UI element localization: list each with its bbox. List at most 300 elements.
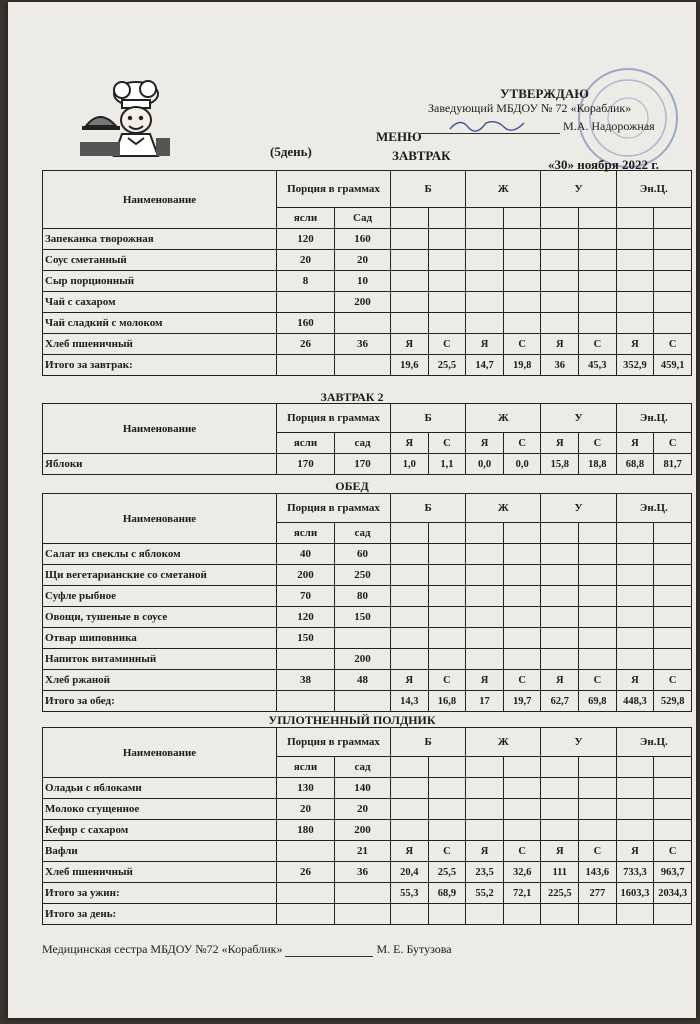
portion-sad-cell: 160 xyxy=(335,229,391,250)
col-sad-header: сад xyxy=(335,523,391,544)
letter-cell: С xyxy=(654,433,692,454)
portion-yasli-cell xyxy=(277,355,335,376)
nutrition-value-cell xyxy=(616,229,654,250)
portion-yasli-cell: 160 xyxy=(277,313,335,334)
dish-name-cell: Напиток витаминный xyxy=(43,649,277,670)
nutrition-value-cell: 529,8 xyxy=(654,691,692,712)
dish-name-cell: Хлеб пшеничный xyxy=(43,334,277,355)
nutrition-value-cell: Я xyxy=(466,334,504,355)
nutrition-value-cell xyxy=(541,649,579,670)
portion-sad-cell: 140 xyxy=(335,778,391,799)
nutrition-value-cell xyxy=(466,586,504,607)
dish-name-cell: Итого за день: xyxy=(43,904,277,925)
nutrition-value-cell: С xyxy=(654,670,692,691)
nutrition-value-cell xyxy=(503,628,541,649)
menu-date: «30» ноября 2022 г. xyxy=(548,157,659,172)
section-title-breakfast2: ЗАВТРАК 2 xyxy=(320,390,384,404)
nutrition-value-cell xyxy=(579,586,617,607)
menu-sheet xyxy=(8,2,696,1018)
nutrition-value-cell xyxy=(428,565,466,586)
nutrition-value-cell: 19,8 xyxy=(503,355,541,376)
col-portion-header: Порция в граммах xyxy=(277,494,391,523)
dish-name-cell: Отвар шиповника xyxy=(43,628,277,649)
nutrition-value-cell xyxy=(391,565,429,586)
approve-signature xyxy=(420,119,560,134)
nutrition-value-cell: С xyxy=(579,670,617,691)
portion-yasli-cell: 70 xyxy=(277,586,335,607)
dish-name-cell: Овощи, тушеные в соусе xyxy=(43,607,277,628)
table-row xyxy=(43,607,692,628)
nutrition-value-cell: Я xyxy=(616,670,654,691)
table-header-row xyxy=(43,728,692,757)
nutrition-value-cell: Я xyxy=(541,841,579,862)
approve-signature-line xyxy=(420,119,655,134)
nutrition-value-cell xyxy=(391,313,429,334)
portion-yasli-cell: 26 xyxy=(277,862,335,883)
nutrition-value-cell xyxy=(391,250,429,271)
table-row xyxy=(43,586,692,607)
col-u-header: У xyxy=(541,728,616,757)
col-u-header: У xyxy=(541,494,616,523)
dish-name-cell: Итого за ужин: xyxy=(43,883,277,904)
dish-name-cell: Итого за завтрак: xyxy=(43,355,277,376)
col-en-header: Эн.Ц. xyxy=(616,404,691,433)
portion-yasli-cell: 130 xyxy=(277,778,335,799)
approve-position: Заведующий МБДОУ № 72 «Кораблик» xyxy=(428,101,632,115)
col-name-header: Наименование xyxy=(43,494,277,544)
letter-cell: Я xyxy=(616,433,654,454)
nutrition-value-cell: 69,8 xyxy=(579,691,617,712)
nutrition-value-cell: 20,4 xyxy=(391,862,429,883)
day-label: (5день) xyxy=(270,144,312,159)
col-b-header: Б xyxy=(391,171,466,208)
portion-yasli-cell xyxy=(277,841,335,862)
nutrition-value-cell: 459,1 xyxy=(654,355,692,376)
nutrition-value-cell xyxy=(503,271,541,292)
nutrition-value-cell xyxy=(654,649,692,670)
table-row xyxy=(43,778,692,799)
nutrition-value-cell xyxy=(428,271,466,292)
nutrition-value-cell: С xyxy=(654,334,692,355)
nutrition-value-cell: 55,3 xyxy=(391,883,429,904)
nutrition-value-cell xyxy=(541,292,579,313)
nutrition-value-cell: Я xyxy=(391,841,429,862)
portion-sad-cell: 36 xyxy=(335,334,391,355)
nutrition-value-cell xyxy=(428,229,466,250)
table-row xyxy=(43,355,692,376)
col-b-header: Б xyxy=(391,728,466,757)
nutrition-value-cell xyxy=(541,586,579,607)
portion-sad-cell: 20 xyxy=(335,250,391,271)
dish-name-cell: Соус сметанный xyxy=(43,250,277,271)
portion-sad-cell: 21 xyxy=(335,841,391,862)
portion-yasli-cell xyxy=(277,883,335,904)
nutrition-value-cell xyxy=(654,271,692,292)
table-row xyxy=(43,799,692,820)
portion-sad-cell: 170 xyxy=(335,454,391,475)
table-row xyxy=(43,271,692,292)
nutrition-value-cell xyxy=(579,649,617,670)
nutrition-value-cell: 2034,3 xyxy=(654,883,692,904)
nutrition-value-cell xyxy=(541,628,579,649)
portion-sad-cell: 150 xyxy=(335,607,391,628)
portion-sad-cell: 48 xyxy=(335,670,391,691)
table-row xyxy=(43,691,692,712)
portion-sad-cell: 250 xyxy=(335,565,391,586)
signature-icon xyxy=(420,117,560,133)
nutrition-value-cell xyxy=(654,628,692,649)
nutrition-value-cell: 15,8 xyxy=(541,454,579,475)
nutrition-value-cell xyxy=(616,250,654,271)
table-row xyxy=(43,565,692,586)
nutrition-value-cell xyxy=(503,565,541,586)
nutrition-value-cell xyxy=(616,544,654,565)
table-row xyxy=(43,883,692,904)
nutrition-value-cell xyxy=(428,544,466,565)
nutrition-value-cell xyxy=(654,799,692,820)
table-row xyxy=(43,649,692,670)
nutrition-value-cell: Я xyxy=(391,334,429,355)
nutrition-value-cell xyxy=(654,292,692,313)
nutrition-value-cell: 1603,3 xyxy=(616,883,654,904)
nutrition-value-cell: 17 xyxy=(466,691,504,712)
nutrition-value-cell: 62,7 xyxy=(541,691,579,712)
breakfast-table xyxy=(42,170,692,376)
nutrition-value-cell: Я xyxy=(616,334,654,355)
menu-heading: МЕНЮ xyxy=(376,129,422,144)
nutrition-value-cell xyxy=(428,649,466,670)
letter-cell: С xyxy=(428,433,466,454)
nutrition-value-cell xyxy=(466,607,504,628)
nutrition-value-cell: С xyxy=(428,670,466,691)
nutrition-value-cell xyxy=(428,778,466,799)
nutrition-value-cell: 1,0 xyxy=(391,454,429,475)
nutrition-value-cell: 16,8 xyxy=(428,691,466,712)
nutrition-value-cell: С xyxy=(503,670,541,691)
nutrition-value-cell xyxy=(579,544,617,565)
nurse-name: М. Е. Бутузова xyxy=(376,942,452,956)
nutrition-value-cell xyxy=(503,250,541,271)
dish-name-cell: Сыр порционный xyxy=(43,271,277,292)
nutrition-value-cell: 225,5 xyxy=(541,883,579,904)
nutrition-value-cell xyxy=(541,313,579,334)
lunch-table xyxy=(42,493,692,712)
portion-yasli-cell: 38 xyxy=(277,670,335,691)
col-en-header: Эн.Ц. xyxy=(616,728,691,757)
nutrition-value-cell xyxy=(541,799,579,820)
nutrition-value-cell xyxy=(503,904,541,925)
nutrition-value-cell xyxy=(503,586,541,607)
portion-yasli-cell: 26 xyxy=(277,334,335,355)
nutrition-value-cell: 448,3 xyxy=(616,691,654,712)
col-en-header: Эн.Ц. xyxy=(616,171,691,208)
table-header-row xyxy=(43,171,692,208)
nutrition-value-cell: С xyxy=(428,334,466,355)
nutrition-value-cell: 0,0 xyxy=(503,454,541,475)
nutrition-value-cell: С xyxy=(579,841,617,862)
nutrition-value-cell xyxy=(428,607,466,628)
nutrition-value-cell: 19,7 xyxy=(503,691,541,712)
nutrition-value-cell xyxy=(654,778,692,799)
nutrition-value-cell xyxy=(654,544,692,565)
col-zh-header: Ж xyxy=(466,171,541,208)
nutrition-value-cell: 25,5 xyxy=(428,355,466,376)
portion-yasli-cell: 170 xyxy=(277,454,335,475)
nutrition-value-cell xyxy=(428,250,466,271)
nutrition-value-cell xyxy=(541,544,579,565)
col-portion-header: Порция в граммах xyxy=(277,728,391,757)
nutrition-value-cell: 68,8 xyxy=(616,454,654,475)
nutrition-value-cell xyxy=(654,250,692,271)
col-portion-header: Порция в граммах xyxy=(277,404,391,433)
nutrition-value-cell xyxy=(579,250,617,271)
nutrition-value-cell xyxy=(579,313,617,334)
letter-cell: С xyxy=(579,433,617,454)
dish-name-cell: Чай сладкий с молоком xyxy=(43,313,277,334)
portion-sad-cell: 36 xyxy=(335,862,391,883)
nutrition-value-cell xyxy=(654,607,692,628)
portion-sad-cell: 10 xyxy=(335,271,391,292)
nutrition-value-cell xyxy=(391,544,429,565)
col-yasli-header: ясли xyxy=(277,757,335,778)
nutrition-value-cell: 0,0 xyxy=(466,454,504,475)
nutrition-value-cell xyxy=(428,820,466,841)
nutrition-value-cell xyxy=(503,544,541,565)
portion-yasli-cell xyxy=(277,649,335,670)
dish-name-cell: Суфле рыбное xyxy=(43,586,277,607)
nutrition-value-cell: Я xyxy=(466,841,504,862)
nutrition-value-cell: С xyxy=(503,841,541,862)
portion-yasli-cell: 120 xyxy=(277,229,335,250)
letter-cell: Я xyxy=(391,433,429,454)
portion-sad-cell xyxy=(335,628,391,649)
nutrition-value-cell xyxy=(391,607,429,628)
nutrition-value-cell xyxy=(391,649,429,670)
nutrition-value-cell xyxy=(579,565,617,586)
col-en-header: Эн.Ц. xyxy=(616,494,691,523)
nutrition-value-cell xyxy=(616,313,654,334)
dish-name-cell: Хлеб пшеничный xyxy=(43,862,277,883)
nutrition-value-cell xyxy=(541,565,579,586)
nutrition-value-cell xyxy=(503,799,541,820)
nutrition-value-cell xyxy=(654,820,692,841)
approve-name: М.А. Надорожная xyxy=(563,119,655,133)
nutrition-value-cell xyxy=(428,628,466,649)
nutrition-value-cell: 143,6 xyxy=(579,862,617,883)
nutrition-value-cell xyxy=(579,292,617,313)
official-stamp-icon xyxy=(576,66,680,170)
nutrition-value-cell xyxy=(391,799,429,820)
col-sad-header: сад xyxy=(335,757,391,778)
nutrition-value-cell: Я xyxy=(541,334,579,355)
nutrition-value-cell: Я xyxy=(466,670,504,691)
col-portion-header: Порция в граммах xyxy=(277,171,391,208)
nutrition-value-cell xyxy=(616,778,654,799)
nutrition-value-cell xyxy=(466,271,504,292)
nutrition-value-cell xyxy=(616,292,654,313)
nurse-position: Медицинская сестра МБДОУ №72 «Кораблик» xyxy=(42,942,283,956)
snack-table xyxy=(42,727,692,925)
nutrition-value-cell xyxy=(466,229,504,250)
nutrition-value-cell xyxy=(466,628,504,649)
table-row xyxy=(43,841,692,862)
portion-sad-cell xyxy=(335,904,391,925)
nutrition-value-cell xyxy=(616,607,654,628)
nutrition-value-cell: 55,2 xyxy=(466,883,504,904)
portion-sad-cell: 20 xyxy=(335,799,391,820)
table-row xyxy=(43,670,692,691)
nurse-signature-line xyxy=(285,942,373,957)
col-yasli-header: ясли xyxy=(277,208,335,229)
col-sad-header: Сад xyxy=(335,208,391,229)
nutrition-value-cell xyxy=(466,904,504,925)
nutrition-value-cell xyxy=(616,586,654,607)
portion-yasli-cell xyxy=(277,292,335,313)
dish-name-cell: Салат из свеклы с яблоком xyxy=(43,544,277,565)
table-row xyxy=(43,313,692,334)
nutrition-value-cell xyxy=(541,271,579,292)
table-row xyxy=(43,862,692,883)
nutrition-value-cell: С xyxy=(654,841,692,862)
nutrition-value-cell xyxy=(391,229,429,250)
nutrition-value-cell xyxy=(579,628,617,649)
nutrition-value-cell: Я xyxy=(391,670,429,691)
nutrition-value-cell xyxy=(466,313,504,334)
nutrition-value-cell xyxy=(579,904,617,925)
portion-sad-cell: 200 xyxy=(335,292,391,313)
nutrition-value-cell xyxy=(616,271,654,292)
nutrition-value-cell: 1,1 xyxy=(428,454,466,475)
col-b-header: Б xyxy=(391,494,466,523)
nutrition-value-cell xyxy=(503,292,541,313)
nutrition-value-cell xyxy=(466,820,504,841)
col-yasli-header: ясли xyxy=(277,433,335,454)
nutrition-value-cell xyxy=(541,904,579,925)
portion-sad-cell xyxy=(335,691,391,712)
portion-sad-cell xyxy=(335,313,391,334)
nutrition-value-cell xyxy=(428,904,466,925)
portion-sad-cell: 200 xyxy=(335,649,391,670)
dish-name-cell: Яблоки xyxy=(43,454,277,475)
nutrition-value-cell xyxy=(503,778,541,799)
dish-name-cell: Итого за обед: xyxy=(43,691,277,712)
nutrition-value-cell xyxy=(541,778,579,799)
table-row xyxy=(43,229,692,250)
nutrition-value-cell xyxy=(503,649,541,670)
portion-yasli-cell xyxy=(277,691,335,712)
col-name-header: Наименование xyxy=(43,404,277,454)
nutrition-value-cell: 72,1 xyxy=(503,883,541,904)
nutrition-value-cell xyxy=(466,292,504,313)
portion-yasli-cell: 20 xyxy=(277,799,335,820)
dish-name-cell: Щи вегетарианские со сметаной xyxy=(43,565,277,586)
footer-signature xyxy=(42,942,452,957)
nutrition-value-cell xyxy=(391,904,429,925)
dish-name-cell: Кефир с сахаром xyxy=(43,820,277,841)
section-title-snack: УПЛОТНЕННЫЙ ПОЛДНИК xyxy=(268,713,436,727)
nutrition-value-cell xyxy=(579,799,617,820)
nutrition-value-cell: 352,9 xyxy=(616,355,654,376)
nutrition-value-cell: С xyxy=(503,334,541,355)
nutrition-value-cell xyxy=(466,250,504,271)
nutrition-value-cell xyxy=(391,628,429,649)
section-title-lunch: ОБЕД xyxy=(335,479,369,493)
nutrition-value-cell: 277 xyxy=(579,883,617,904)
dish-name-cell: Запеканка творожная xyxy=(43,229,277,250)
nutrition-value-cell xyxy=(579,607,617,628)
col-b-header: Б xyxy=(391,404,466,433)
nutrition-value-cell xyxy=(654,229,692,250)
nutrition-value-cell xyxy=(428,586,466,607)
approve-title: УТВЕРЖДАЮ xyxy=(500,86,589,101)
nutrition-value-cell xyxy=(428,313,466,334)
col-zh-header: Ж xyxy=(466,404,541,433)
nutrition-value-cell: 111 xyxy=(541,862,579,883)
nutrition-value-cell xyxy=(391,271,429,292)
portion-yasli-cell: 200 xyxy=(277,565,335,586)
nutrition-value-cell: 23,5 xyxy=(466,862,504,883)
letter-cell: Я xyxy=(466,433,504,454)
nutrition-value-cell xyxy=(503,229,541,250)
dish-name-cell: Вафли xyxy=(43,841,277,862)
nutrition-value-cell xyxy=(654,313,692,334)
table-header-row xyxy=(43,404,692,433)
portion-sad-cell xyxy=(335,355,391,376)
col-zh-header: Ж xyxy=(466,494,541,523)
portion-yasli-cell: 8 xyxy=(277,271,335,292)
nutrition-value-cell xyxy=(541,229,579,250)
table-row xyxy=(43,334,692,355)
portion-yasli-cell: 180 xyxy=(277,820,335,841)
nutrition-value-cell xyxy=(579,271,617,292)
dish-name-cell: Молоко сгущенное xyxy=(43,799,277,820)
portion-yasli-cell: 120 xyxy=(277,607,335,628)
table-header-row xyxy=(43,494,692,523)
nutrition-value-cell xyxy=(503,820,541,841)
chef-logo-icon xyxy=(78,78,173,160)
nutrition-value-cell xyxy=(503,607,541,628)
nutrition-value-cell: Я xyxy=(616,841,654,862)
portion-yasli-cell: 20 xyxy=(277,250,335,271)
nutrition-value-cell: 963,7 xyxy=(654,862,692,883)
dish-name-cell: Оладьи с яблоками xyxy=(43,778,277,799)
portion-sad-cell: 60 xyxy=(335,544,391,565)
col-u-header: У xyxy=(541,171,616,208)
nutrition-value-cell xyxy=(654,904,692,925)
table-row xyxy=(43,628,692,649)
nutrition-value-cell xyxy=(616,628,654,649)
portion-sad-cell: 200 xyxy=(335,820,391,841)
table-row xyxy=(43,904,692,925)
col-yasli-header: ясли xyxy=(277,523,335,544)
nutrition-value-cell xyxy=(466,778,504,799)
nutrition-value-cell xyxy=(616,649,654,670)
letter-cell: С xyxy=(503,433,541,454)
meal-title: ЗАВТРАК xyxy=(392,148,451,163)
nutrition-value-cell xyxy=(391,778,429,799)
table-row xyxy=(43,292,692,313)
nutrition-value-cell xyxy=(391,820,429,841)
nutrition-value-cell: 36 xyxy=(541,355,579,376)
nutrition-value-cell: Я xyxy=(541,670,579,691)
portion-yasli-cell xyxy=(277,904,335,925)
nutrition-value-cell xyxy=(428,292,466,313)
nutrition-value-cell xyxy=(391,586,429,607)
portion-yasli-cell: 150 xyxy=(277,628,335,649)
portion-sad-cell: 80 xyxy=(335,586,391,607)
nutrition-value-cell xyxy=(541,250,579,271)
nutrition-value-cell xyxy=(579,820,617,841)
